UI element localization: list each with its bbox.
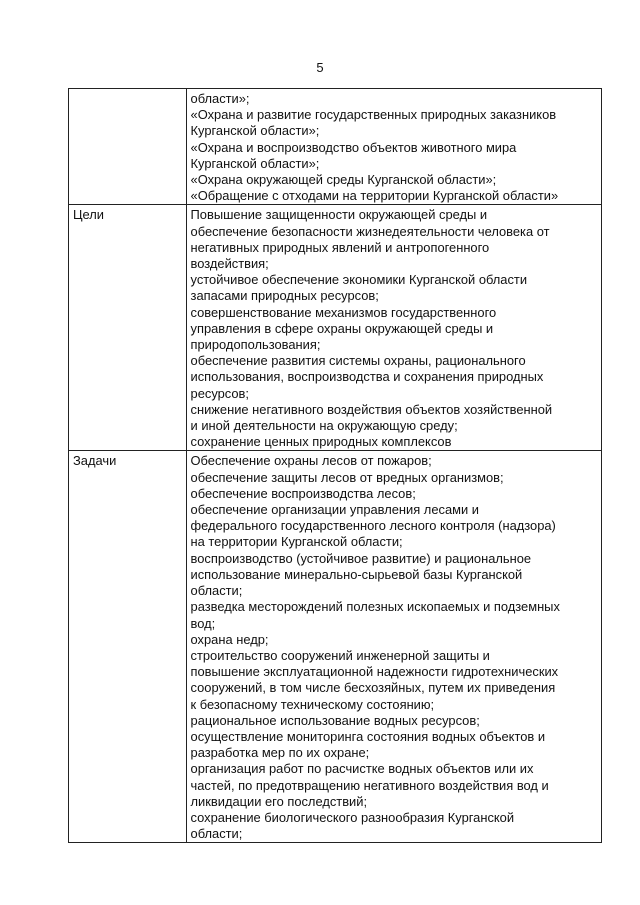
content-line: использования, воспроизводства и сохранения природных [190, 369, 544, 385]
content-line: ликвидации его последствий; [190, 793, 368, 809]
content-line: области»; [190, 91, 250, 106]
content-line: Обеспечение охраны лесов от пожаров; [190, 453, 432, 469]
row-content-cell [186, 451, 601, 843]
content-line: Повышение защищенности окружающей среды и [190, 207, 488, 223]
content-line: Курганской области»; [190, 155, 320, 171]
content-line: совершенствование механизмов государственного [190, 304, 497, 320]
content-line: природопользования; [190, 337, 321, 353]
content-line: рациональное использование водных ресурсов; [190, 712, 480, 728]
content-line: сооружений, в том числе бесхозяйных, путем их приведения [190, 680, 556, 696]
content-line: разведка месторождений полезных ископаемых и подземных [190, 599, 560, 615]
content-line: негативных природных явлений и антропогенного [190, 239, 490, 255]
content-line: обеспечение развития системы охраны, рационального [190, 353, 526, 369]
content-line: обеспечение воспроизводства лесов; [190, 485, 416, 501]
content-line: Курганской области»; [190, 123, 320, 139]
row-content-cell [186, 89, 601, 205]
content-line: сохранение биологического разнообразия Курганской [190, 809, 515, 825]
content-line: воздействия; [190, 256, 269, 272]
content-line: на территории Курганской области; [190, 534, 403, 550]
content-line: «Охрана и воспроизводство объектов животного мира [190, 139, 517, 155]
table-row [69, 205, 602, 451]
row-content-cell [186, 205, 601, 451]
row-label-cell [69, 205, 187, 451]
program-passport-table [68, 88, 602, 843]
content-line: обеспечение защиты лесов от вредных организмов; [190, 469, 504, 485]
content-line: разработка мер по их охране; [190, 745, 370, 761]
content-line: использование минерально-сырьевой базы Курганской [190, 566, 523, 582]
content-line: области; [190, 826, 243, 842]
content-line: к безопасному техническому состоянию; [190, 696, 435, 712]
content-line: запасами природных ресурсов; [190, 288, 379, 304]
content-line: федерального государственного лесного контроля (надзора) [190, 518, 556, 534]
content-line: области; [190, 583, 243, 599]
content-line: сохранение ценных природных комплексов [190, 434, 452, 450]
content-line: строительство сооружений инженерной защиты и [190, 647, 490, 663]
table-row [69, 89, 602, 205]
content-line: «Охрана и развитие государственных природных заказников [190, 107, 557, 123]
content-line: повышение эксплуатационной надежности гидротехнических [190, 664, 559, 680]
content-line: и иной деятельности на окружающую среду; [190, 418, 458, 434]
page-number: 5 [316, 60, 324, 75]
content-line: охрана недр; [190, 631, 269, 647]
table-row [69, 451, 602, 843]
row-label: Цели [73, 207, 104, 223]
content-line: частей, по предотвращению негативного воздействия вод и [190, 777, 549, 793]
content-line: «Обращение с отходами на территории Курганской области» [190, 188, 559, 204]
content-line: воспроизводство (устойчивое развитие) и рациональное [190, 550, 532, 566]
content-line: ресурсов; [190, 385, 249, 401]
row-label-cell [69, 451, 187, 843]
table-body [69, 89, 602, 843]
row-label: Задачи [73, 453, 117, 469]
content-line: управления в сфере охраны окружающей среды и [190, 320, 494, 336]
content-line: обеспечение безопасности жизнедеятельности человека от [190, 223, 550, 239]
content-line: организация работ по расчистке водных объектов или их [190, 761, 534, 777]
row-label-cell [69, 89, 187, 205]
content-line: обеспечение организации управления лесами и [190, 502, 479, 518]
content-line: снижение негативного воздействия объектов хозяйственной [190, 401, 553, 417]
content-line: осуществление мониторинга состояния водных объектов и [190, 728, 546, 744]
content-line: устойчивое обеспечение экономики Курганской области [190, 272, 528, 288]
content-line: вод; [190, 615, 216, 631]
content-line: «Охрана окружающей среды Курганской области»; [190, 172, 497, 188]
